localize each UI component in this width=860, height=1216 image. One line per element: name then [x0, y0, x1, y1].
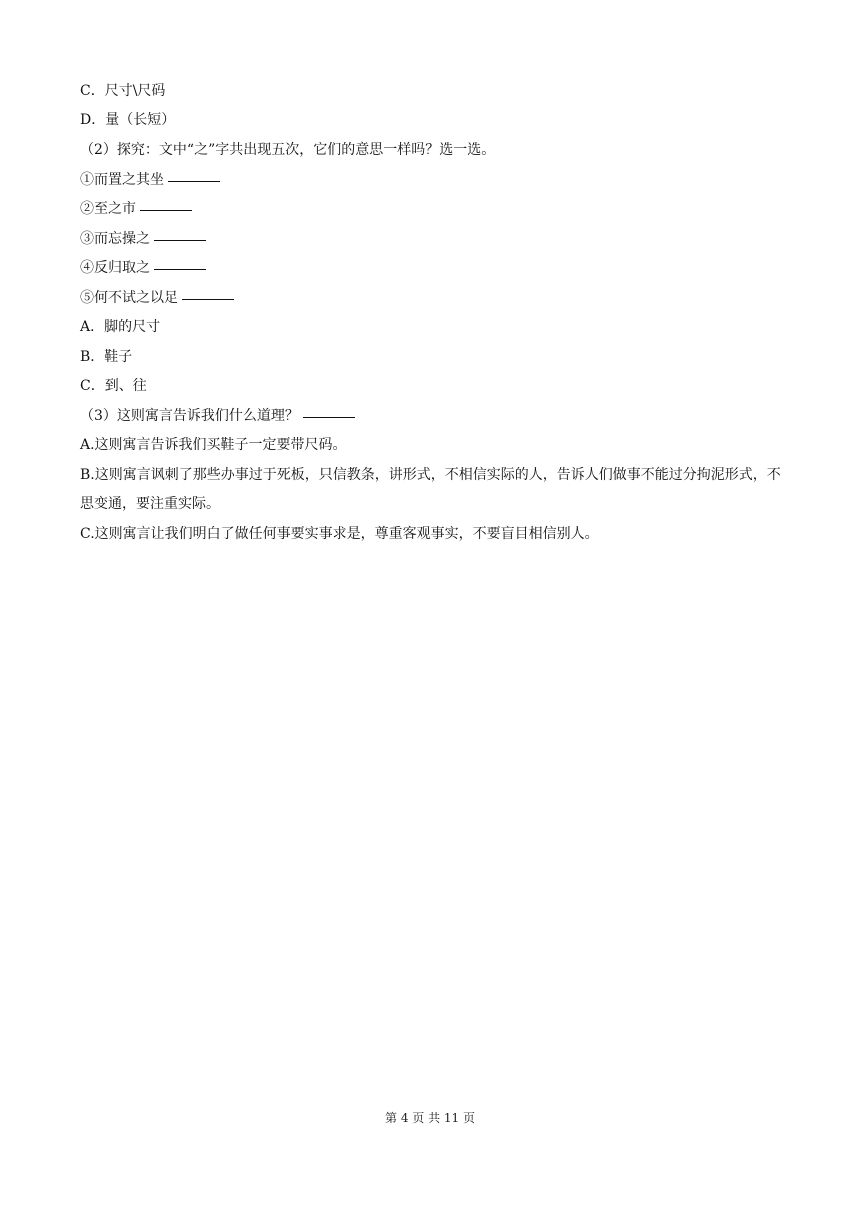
page-footer: 第 4 页 共 11 页: [385, 1111, 475, 1125]
item-3-text: ③而忘操之: [80, 231, 150, 247]
answer-blank-3[interactable]: [154, 239, 206, 241]
item-2-text: ②至之市: [80, 201, 136, 217]
item-2: [80, 195, 785, 224]
choice-c: C．到、往: [80, 378, 147, 394]
answer-blank-4[interactable]: [154, 268, 206, 270]
option-d-length: D．量（长短）: [80, 112, 176, 128]
choice-b: B．鞋子: [80, 349, 133, 365]
item-3: [80, 225, 785, 254]
item-5-text: ⑤何不试之以足: [80, 290, 178, 306]
item-4-text: ④反归取之: [80, 260, 150, 276]
question-3-prompt: （3）这则寓言告诉我们什么道理？: [80, 408, 299, 424]
answer-a: A.这则寓言告诉我们买鞋子一定要带尺码。: [80, 437, 347, 453]
item-5: [80, 284, 785, 313]
question-2-prompt: （2）探究：文中“之”字共出现五次，它们的意思一样吗？选一选。: [80, 142, 496, 158]
answer-blank-1[interactable]: [168, 180, 220, 182]
choice-a: A．脚的尺寸: [80, 319, 161, 335]
answer-blank-5[interactable]: [182, 298, 234, 300]
question-3: [80, 402, 785, 431]
item-4: [80, 254, 785, 283]
answer-c: C.这则寓言让我们明白了做任何事要实事求是，尊重客观事实，不要盲目相信别人。: [80, 526, 599, 542]
item-1: [80, 166, 785, 195]
option-c-size: C．尺寸\尺码: [80, 83, 166, 99]
answer-blank-2[interactable]: [140, 209, 192, 211]
answer-blank-q3[interactable]: [303, 416, 355, 418]
answer-b: B.这则寓言讽刺了那些办事过于死板，只信教条，讲形式，不相信实际的人，告诉人们做事不能过分拘泥形式，不思变通，要注重实际。: [80, 467, 781, 512]
item-1-text: ①而置之其坐: [80, 172, 164, 188]
